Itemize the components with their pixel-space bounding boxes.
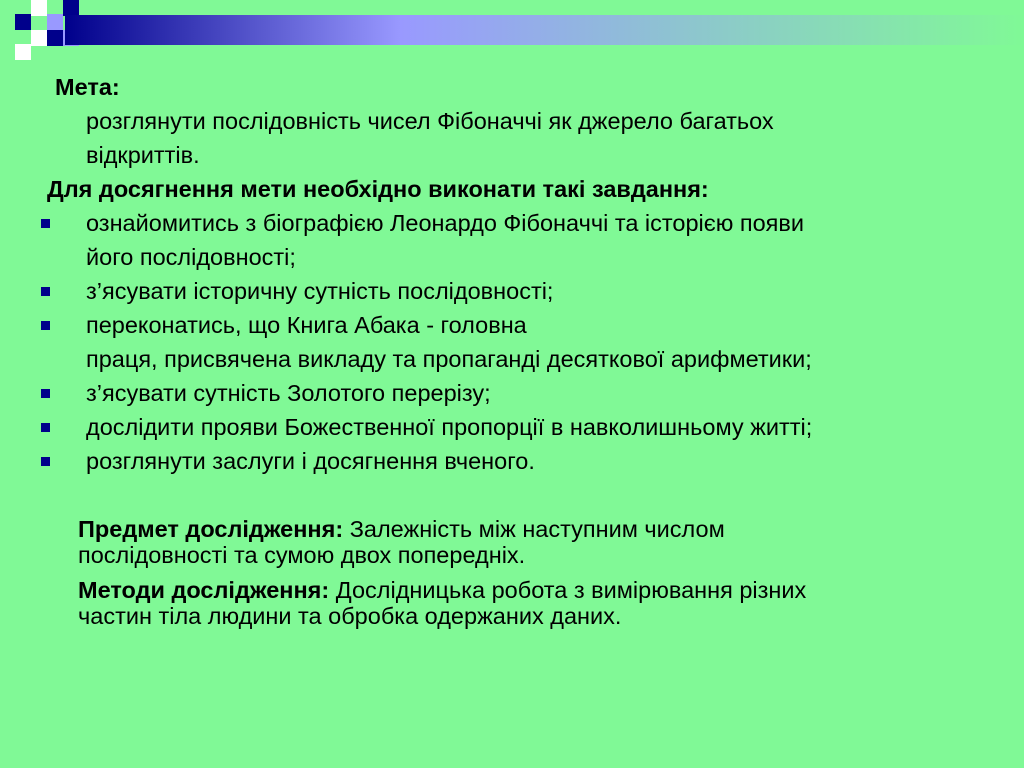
bullet-square-icon: [41, 219, 50, 228]
methods-line-1: [78, 578, 806, 603]
goal-text-line-2: відкриттів.: [86, 142, 200, 168]
methods-label: Методи дослідження:: [78, 577, 330, 603]
subject-label: Предмет дослідження:: [78, 516, 344, 542]
bullet-square-icon: [41, 389, 50, 398]
methods-line-2: частин тіла людини та обробка одержаних даних.: [78, 603, 622, 629]
goal-text-line-1: розглянути послідовність чисел Фібоначчі як джерело багатьох: [86, 108, 774, 134]
bullet-square-icon: [41, 457, 50, 466]
bullet-square-icon: [41, 287, 50, 296]
task-item-5: дослідити прояви Божественної пропорції в навколишньому житті;: [86, 414, 813, 440]
task-item-3-line-1: переконатись, що Книга Абака - головна: [86, 312, 527, 338]
task-item-4: з’ясувати сутність Золотого перерізу;: [86, 380, 491, 406]
subject-text: Залежність між наступним числом: [343, 516, 725, 542]
task-item-1-line-1: ознайомитись з біографією Леонардо Фібоначчі та історією появи: [86, 210, 805, 236]
subject-line-1: [78, 517, 725, 542]
task-item-1-line-2: його послідовності;: [86, 244, 296, 270]
bullet-square-icon: [41, 321, 50, 330]
task-item-2: з’ясувати історичну сутність послідовності;: [86, 278, 554, 304]
header-gradient-bar: [65, 15, 1024, 45]
bullet-square-icon: [41, 423, 50, 432]
task-item-6: розглянути заслуги і досягнення вченого.: [86, 448, 535, 474]
methods-text: Дослідницька робота з вимірювання різних: [329, 577, 807, 603]
task-item-3-line-2: праця, присвячена викладу та пропаганді десяткової арифметики;: [86, 346, 812, 372]
subject-line-2: послідовності та сумою двох попередніх.: [78, 542, 526, 568]
goal-label: Мета:: [55, 74, 120, 100]
tasks-heading: Для досягнення мети необхідно виконати такі завдання:: [47, 176, 709, 202]
